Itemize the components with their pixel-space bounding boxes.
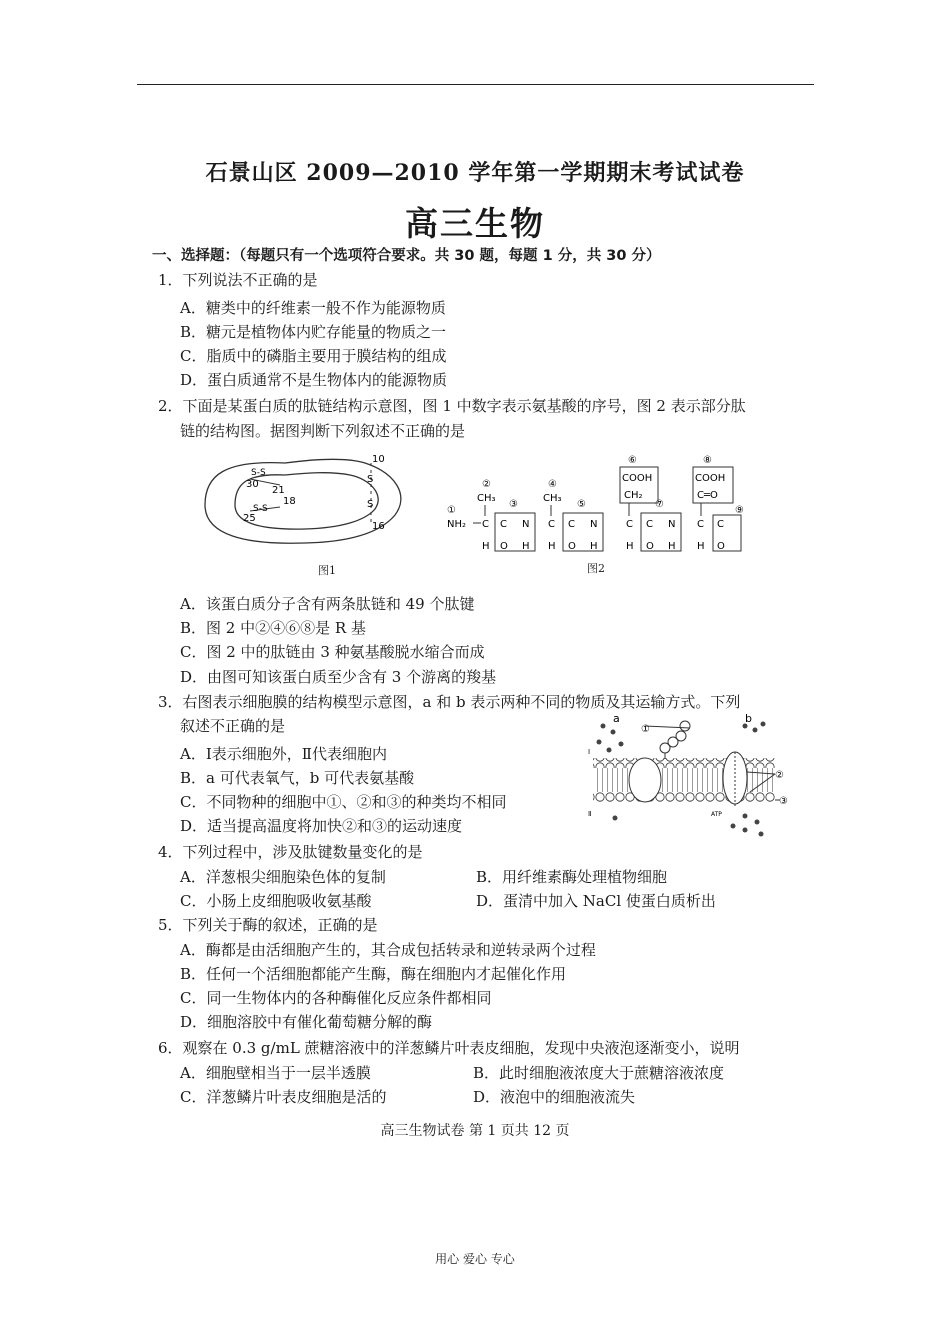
q1-option-b: B．糖元是植物体内贮存能量的物质之一	[180, 323, 447, 341]
fig2-o3: O	[646, 541, 654, 552]
q4-option-a: A．洋葱根尖细胞染色体的复制	[180, 868, 386, 886]
fig2-n2: N	[590, 519, 598, 530]
q2-stem-line2: 链的结构图。据图判断下列叙述不正确的是	[180, 422, 466, 440]
q6-option-a: A．细胞壁相当于一层半透膜	[180, 1064, 371, 1082]
membrane-figure	[585, 712, 795, 842]
fig1-label-s-bottom: S	[367, 499, 374, 510]
fig2-circle-5: ⑤	[577, 499, 586, 510]
q3-option-b: B．a 可代表氧气，b 可代表氨基酸	[180, 769, 415, 787]
q3-option-a: A．Ⅰ表示细胞外，Ⅱ代表细胞内	[180, 745, 387, 763]
fig2-c-alpha3: C	[626, 519, 633, 530]
fig2-ch3-2: CH₃	[543, 493, 562, 504]
membrane-label-a: a	[613, 712, 620, 725]
fig2-cooh2: COOH	[695, 473, 726, 484]
fig2-nh2: NH₂	[447, 519, 467, 530]
fig1-label-25: 25	[243, 513, 256, 524]
fig2-circle-2: ②	[482, 479, 491, 490]
membrane-label-3: ③	[779, 796, 788, 807]
subject-title: 高三生物	[405, 204, 545, 243]
q5-option-d: D．细胞溶胶中有催化葡萄糖分解的酶	[180, 1013, 433, 1031]
q6-option-d: D．液泡中的细胞液流失	[473, 1088, 636, 1106]
q4-stem: 4．下列过程中，涉及肽键数量变化的是	[158, 843, 423, 861]
q2-option-d: D．由图可知该蛋白质至少含有 3 个游离的羧基	[180, 668, 497, 686]
fig1-label-10: 10	[372, 454, 385, 465]
membrane-label-side2: Ⅱ	[588, 810, 592, 818]
q2-stem-line1: 2．下面是某蛋白质的肽链结构示意图，图 1 中数字表示氨基酸的序号，图 2 表示部分肽	[158, 397, 746, 415]
figure2-peptide-chain	[445, 455, 775, 560]
fig2-h1: H	[482, 541, 490, 552]
header-rule	[137, 84, 814, 85]
q1-option-d: D．蛋白质通常不是生物体内的能源物质	[180, 371, 448, 389]
membrane-label-b: b	[745, 712, 752, 725]
q5-option-a: A．酶都是由活细胞产生的，其合成包括转录和逆转录两个过程	[180, 941, 596, 959]
fig1-label-21: 21	[272, 485, 285, 496]
fig2-c-alpha1: C	[482, 519, 489, 530]
fig1-label-ss-top: S-S	[251, 468, 266, 478]
membrane-label-atp: ATP	[711, 811, 722, 818]
q5-stem: 5．下列关于酶的叙述，正确的是	[158, 916, 378, 934]
membrane-label-2: ②	[775, 770, 784, 781]
fig2-c2: C	[568, 519, 575, 530]
fig2-circle-1: ①	[447, 505, 456, 516]
fig2-c4: C	[717, 519, 724, 530]
fig2-c-alpha4: C	[697, 519, 704, 530]
fig2-cooh1: COOH	[622, 473, 653, 484]
figure1-caption: 图1	[318, 564, 336, 577]
fig1-label-30: 30	[246, 479, 259, 490]
q4-option-d: D．蛋清中加入 NaCl 使蛋白质析出	[476, 892, 716, 910]
q3-stem-line2: 叙述不正确的是	[180, 717, 286, 735]
exam-title: 石景山区 2009—2010 学年第一学期期末考试试卷	[205, 160, 745, 186]
fig2-h7: H	[697, 541, 705, 552]
fig2-ch3-1: CH₃	[477, 493, 496, 504]
fig2-h5: H	[626, 541, 634, 552]
q4-option-c: C．小肠上皮细胞吸收氨基酸	[180, 892, 372, 910]
fig2-ch2: CH₂	[624, 490, 643, 501]
q1-option-c: C．脂质中的磷脂主要用于膜结构的组成	[180, 347, 447, 365]
figure1-peptide-loop	[165, 445, 425, 575]
fig2-n3: N	[668, 519, 676, 530]
fig2-c1: C	[500, 519, 507, 530]
fig2-circle-3: ③	[509, 499, 518, 510]
q6-stem: 6．观察在 0.3 g/mL 蔗糖溶液中的洋葱鳞片叶表皮细胞，发现中央液泡逐渐变小，说明	[158, 1039, 740, 1057]
fig1-label-s-top: S	[367, 474, 374, 485]
fig2-circle-9: ⑨	[735, 505, 744, 516]
fig2-circle-7: ⑦	[655, 499, 664, 510]
fig2-c3: C	[646, 519, 653, 530]
q5-option-b: B．任何一个活细胞都能产生酶，酶在细胞内才起催化作用	[180, 965, 567, 983]
page-slogan: 用心 爱心 专心	[435, 1252, 515, 1266]
q6-option-c: C．洋葱鳞片叶表皮细胞是活的	[180, 1088, 387, 1106]
membrane-label-side1: Ⅰ	[588, 748, 591, 756]
fig2-c-alpha2: C	[548, 519, 555, 530]
fig2-n1: N	[522, 519, 530, 530]
section-heading: 一、选择题：（每题只有一个选项符合要求。共 30 题，每题 1 分，共 30 分）	[152, 248, 661, 264]
q2-option-c: C．图 2 中的肽链由 3 种氨基酸脱水缩合而成	[180, 643, 485, 661]
fig2-circle-4: ④	[548, 479, 557, 490]
fig2-o2: O	[568, 541, 576, 552]
q5-option-c: C．同一生物体内的各种酶催化反应条件都相同	[180, 989, 492, 1007]
q3-option-d: D．适当提高温度将加快②和③的运动速度	[180, 817, 463, 835]
fig1-label-18: 18	[283, 496, 296, 507]
page-footer: 高三生物试卷 第 1 页共 12 页	[380, 1123, 570, 1139]
fig2-h2: H	[522, 541, 530, 552]
q3-stem-line1: 3．右图表示细胞膜的结构模型示意图，a 和 b 表示两种不同的物质及其运输方式。下列	[158, 693, 741, 711]
fig2-circle-6: ⑥	[628, 455, 637, 466]
fig2-h6: H	[668, 541, 676, 552]
fig2-o4: O	[717, 541, 725, 552]
fig1-label-ss-bottom: S-S	[253, 504, 268, 514]
figure2-caption: 图2	[587, 562, 605, 575]
q3-option-c: C．不同物种的细胞中①、②和③的种类均不相同	[180, 793, 507, 811]
fig2-o1: O	[500, 541, 508, 552]
q6-option-b: B．此时细胞液浓度大于蔗糖溶液浓度	[473, 1064, 725, 1082]
fig2-h4: H	[590, 541, 598, 552]
fig2-circle-8: ⑧	[703, 455, 712, 466]
fig2-co: C═O	[697, 490, 718, 501]
membrane-label-1: ①	[641, 724, 650, 735]
q1-stem: 1．下列说法不正确的是	[158, 271, 318, 289]
q2-option-b: B．图 2 中②④⑥⑧是 R 基	[180, 619, 366, 637]
q2-option-a: A．该蛋白质分子含有两条肽链和 49 个肽键	[180, 595, 475, 613]
fig1-label-16: 16	[372, 521, 385, 532]
q1-option-a: A．糖类中的纤维素一般不作为能源物质	[180, 299, 446, 317]
fig2-h3: H	[548, 541, 556, 552]
q4-option-b: B．用纤维素酶处理植物细胞	[476, 868, 668, 886]
